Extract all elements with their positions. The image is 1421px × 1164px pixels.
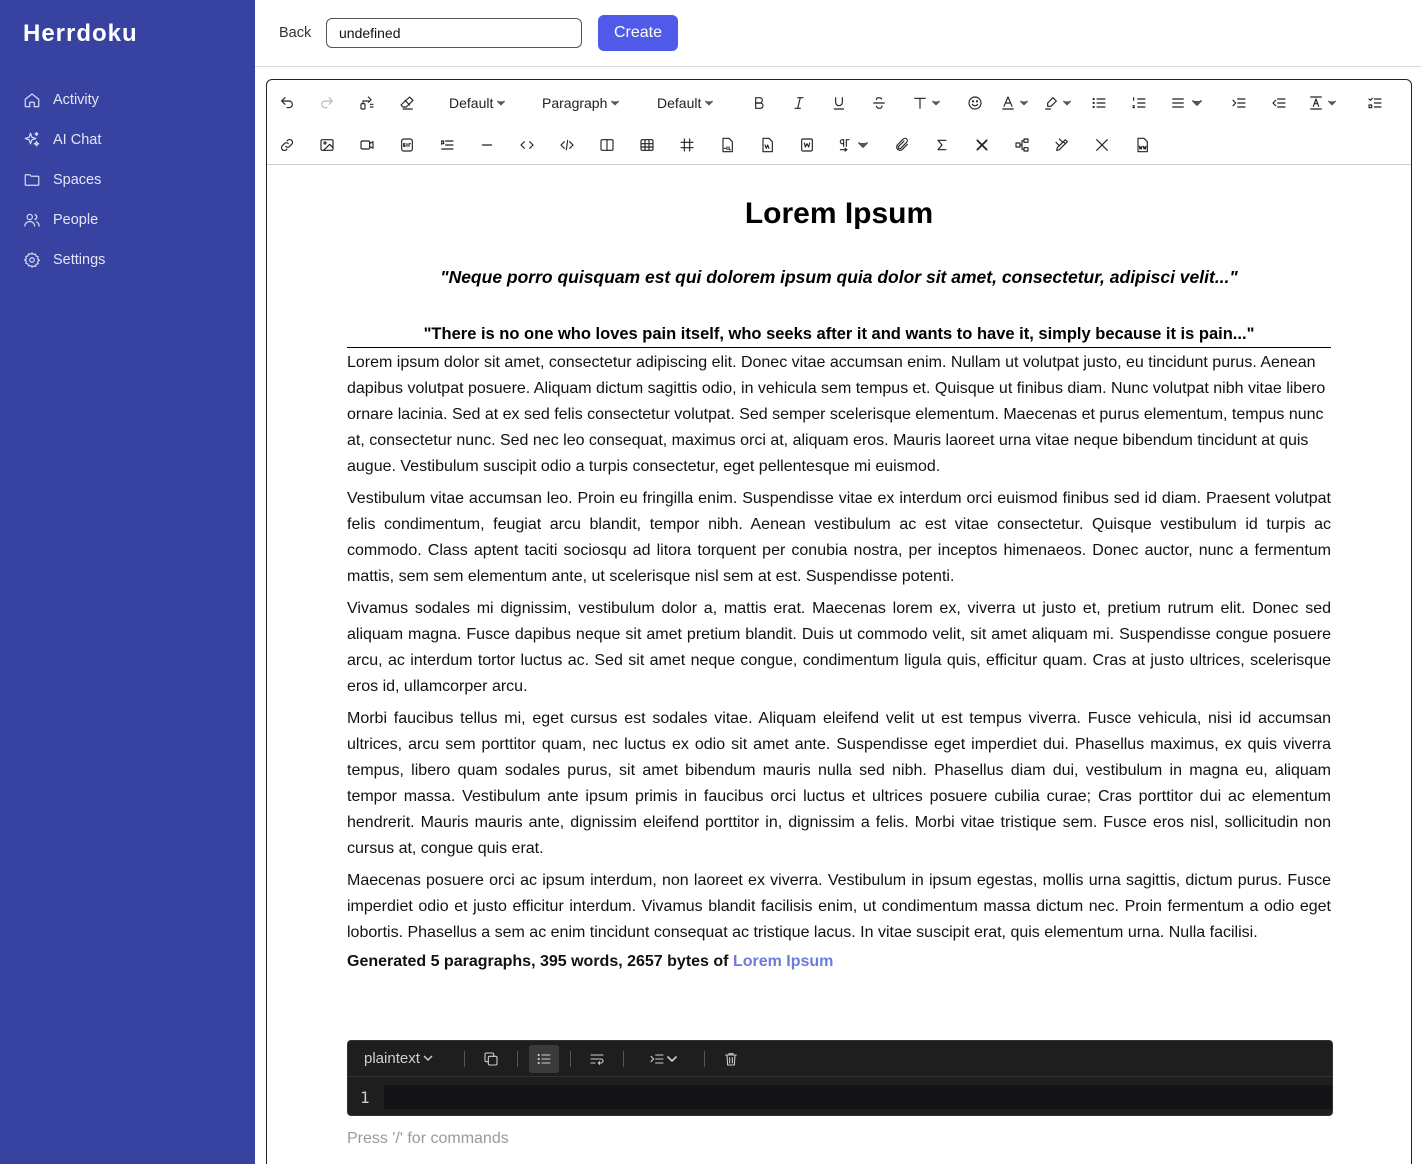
toolbar-divider xyxy=(623,1051,624,1067)
sidebar-item-label: People xyxy=(53,212,99,228)
horizontal-rule-button[interactable] xyxy=(477,131,497,159)
chevron-down-icon xyxy=(667,1054,677,1064)
sidebar-nav xyxy=(0,80,255,280)
document-button[interactable] xyxy=(757,131,777,159)
hash-grid-icon xyxy=(679,137,695,153)
word-wrap-toggle[interactable] xyxy=(586,1045,608,1073)
chevron-down-icon xyxy=(611,99,619,107)
grid-button[interactable] xyxy=(677,131,697,159)
font-family-value: Default xyxy=(449,95,494,111)
horizontal-rule-icon xyxy=(479,137,495,153)
font-color-icon xyxy=(1000,95,1016,111)
sparkles-icon xyxy=(23,131,41,149)
gear-icon xyxy=(23,251,41,269)
task-list-button[interactable] xyxy=(1365,89,1385,117)
format-painter-icon xyxy=(359,95,375,111)
editor xyxy=(266,79,1412,1164)
gif-icon xyxy=(399,137,415,153)
excalidraw-icon xyxy=(974,137,990,153)
web-file-icon xyxy=(1134,137,1150,153)
document-quote: "Neque porro quisquam est qui dolorem ipsum quia dolor sit amet, consectetur, adipisci velit..." xyxy=(440,267,1238,287)
clear-format-button[interactable] xyxy=(397,89,417,117)
blockquote-button[interactable] xyxy=(437,131,457,159)
indent-button[interactable] xyxy=(1229,89,1249,117)
toolbar-divider xyxy=(517,1051,518,1067)
link-icon xyxy=(279,137,295,153)
sidebar-item-label: Spaces xyxy=(53,172,102,188)
document-file-icon xyxy=(759,137,775,153)
text-size-button[interactable] xyxy=(912,89,940,117)
paragraph: Vivamus sodales mi dignissim, vestibulum dolor a, mattis erat. Maecenas lorem ex, viverra ut justo et, pretium rutrum elit. Donec sed aliquam magna. Fusce dapibus neque sit amet pretium blandit. Duis ut commodo velit, sit amet aliquam mi. Suspendisse congue posuere arcu, ac interdum tortor luctus ac. Sed sit amet neque congue, condimentum ligula quis, efficitur quam. Cras at justo ultrices, scelerisque eros id, ullamcorper arcu. xyxy=(347,600,1331,695)
outdent-icon xyxy=(1271,95,1287,111)
indent-icon xyxy=(649,1051,665,1067)
underline-icon xyxy=(831,95,847,111)
sidebar-item-people[interactable] xyxy=(0,200,255,240)
bold-icon xyxy=(751,95,767,111)
sidebar xyxy=(0,0,255,1164)
chevron-down-icon xyxy=(1192,98,1202,108)
code-block xyxy=(347,1040,1333,1116)
sidebar-item-spaces[interactable] xyxy=(0,160,255,200)
twitter-button[interactable] xyxy=(1092,131,1112,159)
line-number: 1 xyxy=(360,1088,370,1107)
paragraphs xyxy=(347,350,1331,952)
chevron-down-icon xyxy=(705,99,713,107)
copy-icon xyxy=(483,1051,499,1067)
toolbar-divider xyxy=(570,1051,571,1067)
block-type-value: Paragraph xyxy=(542,95,608,111)
undo-icon xyxy=(279,95,295,111)
paperclip-icon xyxy=(894,137,910,153)
columns-button[interactable] xyxy=(597,131,617,159)
sidebar-item-label: Settings xyxy=(53,252,106,268)
document-title: Lorem Ipsum xyxy=(744,197,934,230)
chevron-down-icon xyxy=(1020,99,1028,107)
toolbar-divider xyxy=(704,1051,705,1067)
align-button[interactable] xyxy=(1170,89,1202,117)
title-input[interactable] xyxy=(326,18,582,48)
emoji-button[interactable] xyxy=(965,89,985,117)
indent-icon xyxy=(1231,95,1247,111)
home-icon xyxy=(23,91,41,109)
sidebar-item-label: Activity xyxy=(53,92,99,108)
redo-icon xyxy=(319,95,335,111)
inline-code-button[interactable] xyxy=(517,131,537,159)
list-icon xyxy=(536,1051,552,1067)
sidebar-item-label: AI Chat xyxy=(53,132,102,148)
pdf-button[interactable] xyxy=(717,131,737,159)
web-page-button[interactable] xyxy=(1132,131,1152,159)
italic-icon xyxy=(791,95,807,111)
mindmap-icon xyxy=(1014,137,1030,153)
wrap-text-icon xyxy=(589,1051,605,1067)
editor-toolbar xyxy=(267,80,1411,165)
sidebar-item-settings[interactable] xyxy=(0,240,255,280)
chevron-down-icon xyxy=(932,99,940,107)
chevron-down-icon xyxy=(1063,99,1071,107)
mindmap-button[interactable] xyxy=(1012,131,1032,159)
x-twitter-icon xyxy=(1094,137,1110,153)
code-block-button[interactable] xyxy=(557,131,577,159)
line-height-icon xyxy=(1308,95,1324,111)
users-icon xyxy=(23,211,41,229)
chevron-down-icon xyxy=(423,1053,433,1063)
command-hint: Press '/' for commands xyxy=(347,1130,509,1147)
copy-code-button[interactable] xyxy=(480,1045,502,1073)
italic-button[interactable] xyxy=(789,89,809,117)
format-painter-button[interactable] xyxy=(357,89,377,117)
video-icon xyxy=(359,137,375,153)
eraser-icon xyxy=(399,95,415,111)
paragraph: Maecenas posuere orci ac ipsum interdum, non laoreet ex viverra. Vestibulum in ipsum egestas, mollis urna sagittis, dictum purus. Fusce imperdiet odio et justo efficitur interdum. Vivamus blandit facilisis enim, ut condimentum massa dictum nec. Proin fermentum a odio eget lobortis. Phasellus a sem ac enim tincidunt consequat ac tristique lacus. In vitae suscipit erat, quis elementum urna. Nulla facilisi. xyxy=(347,872,1331,941)
topbar xyxy=(255,0,1421,67)
lorem-ipsum-link[interactable]: Lorem Ipsum xyxy=(732,953,834,970)
indent-select[interactable] xyxy=(646,1045,680,1073)
chevron-down-icon xyxy=(497,99,505,107)
line-numbers-toggle[interactable] xyxy=(529,1045,559,1073)
drawio-button[interactable] xyxy=(1052,131,1072,159)
code-block-toolbar xyxy=(348,1041,1332,1077)
emoji-icon xyxy=(967,95,983,111)
highlight-button[interactable] xyxy=(1043,89,1071,117)
columns-icon xyxy=(599,137,615,153)
strikethrough-icon xyxy=(871,95,887,111)
font-size-value: Default xyxy=(657,95,702,111)
chevron-down-icon xyxy=(1328,99,1336,107)
sigma-icon xyxy=(934,137,950,153)
toolbar-divider xyxy=(464,1051,465,1067)
gif-button[interactable] xyxy=(397,131,417,159)
table-icon xyxy=(639,137,655,153)
code-editor-line[interactable] xyxy=(384,1085,1332,1109)
generated-summary xyxy=(347,953,833,971)
paragraph: Vestibulum vitae accumsan leo. Proin eu fringilla enim. Suspendisse vitae ex interdum orci euismod finibus sed id diam. Praesent volutpat felis condimentum, feugiat arcu blandit, tempor nibh. Aenean vestibulum ac est vitae consectetur. Quisque vestibulum id turpis ac commodo. Class aptent taciti sociosqu ad litora torquent per conubia nostra, per inceptos himenaeos. Donec auctor, nunc a fermentum mattis, sem sem elementum ante, ut scelerisque nisl sem at est. Suspendisse potenti. xyxy=(347,490,1331,585)
excalidraw-button[interactable] xyxy=(972,131,992,159)
code-block-icon xyxy=(559,137,575,153)
bold-button[interactable] xyxy=(749,89,769,117)
ordered-list-button[interactable] xyxy=(1129,89,1149,117)
link-button[interactable] xyxy=(277,131,297,159)
attachment-button[interactable] xyxy=(892,131,912,159)
align-icon xyxy=(1170,95,1186,111)
sidebar-item-activity[interactable] xyxy=(0,80,255,120)
image-icon xyxy=(319,137,335,153)
video-button[interactable] xyxy=(357,131,377,159)
font-family-select[interactable] xyxy=(449,89,505,117)
chevron-down-icon xyxy=(858,140,868,150)
redo-button[interactable] xyxy=(317,89,337,117)
paragraph: Morbi faucibus tellus mi, eget cursus est sodales vitae. Aliquam eleifend velit ut est tempus viverra. Fusce vehicula, nisi id accumsan ultrices, arcu sem porttitor quam, nec luctus ex odio sit amet ante. Suspendisse eget imperdiet dui. Phasellus maximus, ex quis viverra tempus, libero quam sodales purus, sit amet bibendum mauris nulla sed nibh. Phasellus diam dui, vestibulum in magna eu, aliquam tempor massa. Vestibulum ante ipsum primis in faucibus orci luctus et ultrices posuere cubilia curae; Cras porttitor dui ac elementum hendrerit. Mauris mauris ante, dignissim eleifend porttitor in, dignissim a felis. Morbi vitae tristique sem. Fusce eros nisl, sollicitudin non cursus at, congue quis erat. xyxy=(347,710,1331,857)
text-direction-icon xyxy=(837,137,853,153)
outdent-button[interactable] xyxy=(1269,89,1289,117)
app-logo[interactable]: Herrdoku xyxy=(23,20,138,47)
image-button[interactable] xyxy=(317,131,337,159)
paragraph: Lorem ipsum dolor sit amet, consectetur adipiscing elit. Donec vitae accumsan enim. Nullam ut volutpat justo, eu tincidunt purus. Aenean dapibus volutpat posuere. Aliquam dictum sagittis odio, in vehicula sem tempus et. Quisque ut finibus diam. Nunc volutpat nibh vitae libero ornare lacinia. Sed at ex sed felis consectetur volutpat. Sed semper scelerisque elementum. Maecenas et purus elementum, tempus nunc at, consectetur nunc. Sed nec leo consequat, maximus orci at, aliquam eros. Mauris laoreet urna vitae neque bibendum tincidunt at quis augue. Vestibulum suscipit odio a turpis consectetur, eget pellentesque mi euismod. xyxy=(347,354,1326,475)
font-color-button[interactable] xyxy=(1000,89,1028,117)
delete-code-block-button[interactable] xyxy=(720,1045,742,1073)
bullet-list-button[interactable] xyxy=(1089,89,1109,117)
diagram-pencil-icon xyxy=(1054,137,1070,153)
blockquote-icon xyxy=(439,137,455,153)
back-link[interactable]: Back xyxy=(279,25,312,41)
word-button[interactable] xyxy=(797,131,817,159)
math-button[interactable] xyxy=(932,131,952,159)
word-file-icon xyxy=(799,137,815,153)
document-subquote: "There is no one who loves pain itself, who seeks after it and wants to have it, simply because it is pain..." xyxy=(347,325,1331,348)
generated-text: Generated 5 paragraphs, 395 words, 2657 bytes of xyxy=(347,953,733,970)
underline-button[interactable] xyxy=(829,89,849,117)
font-size-select[interactable] xyxy=(657,89,713,117)
sidebar-item-ai-chat[interactable] xyxy=(0,120,255,160)
language-value: plaintext xyxy=(364,1050,420,1067)
task-list-icon xyxy=(1367,95,1383,111)
text-size-icon xyxy=(912,95,928,111)
trash-icon xyxy=(723,1051,739,1067)
pdf-file-icon xyxy=(719,137,735,153)
bullet-list-icon xyxy=(1091,95,1107,111)
undo-button[interactable] xyxy=(277,89,297,117)
line-height-button[interactable] xyxy=(1308,89,1336,117)
create-button[interactable]: Create xyxy=(598,15,678,51)
code-icon xyxy=(519,137,535,153)
strikethrough-button[interactable] xyxy=(869,89,889,117)
language-select[interactable] xyxy=(364,1050,433,1067)
highlighter-icon xyxy=(1043,95,1059,111)
folder-icon xyxy=(23,171,41,189)
table-button[interactable] xyxy=(637,131,657,159)
block-type-select[interactable] xyxy=(542,89,619,117)
text-direction-button[interactable] xyxy=(837,131,868,159)
ordered-list-icon xyxy=(1131,95,1147,111)
